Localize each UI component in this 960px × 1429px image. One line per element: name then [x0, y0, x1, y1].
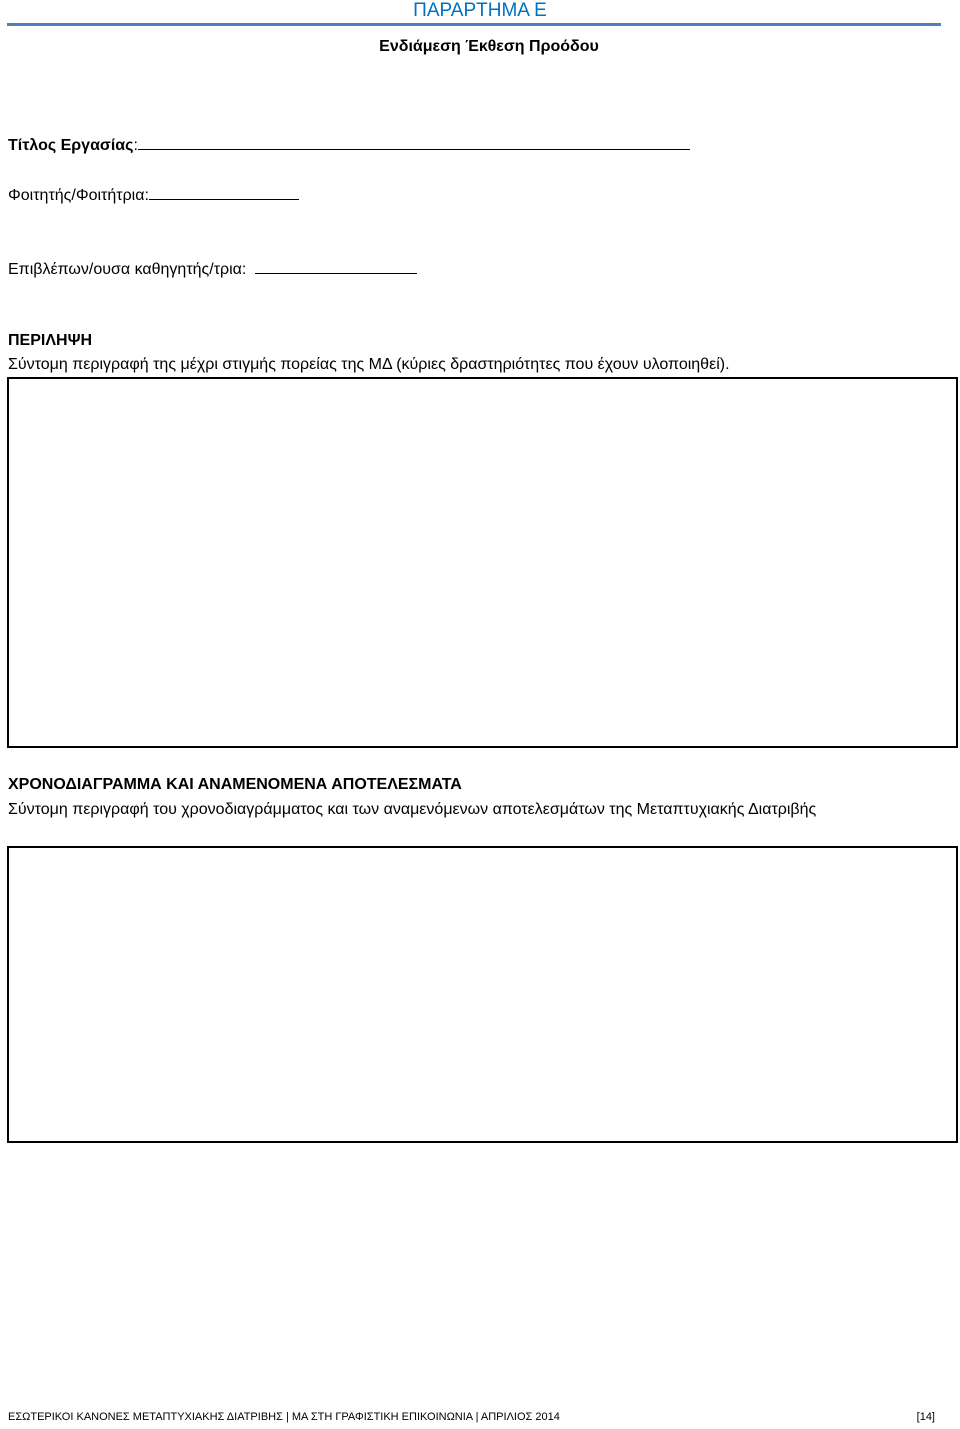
summary-text-box[interactable]: [7, 377, 958, 748]
supervisor-field: [8, 258, 417, 280]
student-blank-line[interactable]: [149, 184, 299, 200]
schedule-text-box[interactable]: [7, 846, 958, 1143]
summary-heading: ΠΕΡΙΛΗΨΗ: [8, 332, 93, 349]
page-number: [14]: [916, 1411, 935, 1423]
thesis-title-blank-line[interactable]: [138, 134, 690, 150]
supervisor-blank-line[interactable]: [255, 258, 417, 274]
footer-text: ΕΣΩΤΕΡΙΚΟΙ ΚΑΝΟΝΕΣ ΜΕΤΑΠΤΥΧΙΑΚΗΣ ΔΙΑΤΡΙΒΗΣ | ΜΑ ΣΤΗ ΓΡΑΦΙΣΤΙΚΗ ΕΠΙΚΟΙΝΩΝΙΑ | ΑΠΡΙΛΙΟΣ 2014: [8, 1411, 560, 1423]
thesis-title-label: Τίτλος Εργασίας: [8, 137, 134, 154]
appendix-title: ΠΑΡΑΡΤΗΜΑ Ε: [413, 0, 547, 21]
summary-description: Σύντομη περιγραφή της μέχρι στιγμής πορείας της ΜΔ (κύριες δραστηριότητες που έχουν υλοποιηθεί).: [8, 356, 730, 373]
student-field: [8, 184, 299, 206]
student-label: Φοιτητής/Φοιτήτρια:: [8, 187, 149, 204]
supervisor-label: Επιβλέπων/ουσα καθηγητής/τρια:: [8, 261, 247, 278]
report-title: Ενδιάμεση Έκθεση Προόδου: [379, 38, 599, 55]
thesis-title-field: [8, 134, 690, 156]
schedule-description: Σύντομη περιγραφή του χρονοδιαγράμματος και των αναμενόμενων αποτελεσμάτων της Μεταπτυχιακής Διατριβής: [8, 801, 817, 818]
header-divider: [7, 23, 941, 26]
schedule-heading: ΧΡΟΝΟΔΙΑΓΡΑΜΜΑ ΚΑΙ ΑΝΑΜΕΝΟΜΕΝΑ ΑΠΟΤΕΛΕΣΜΑΤΑ: [8, 776, 462, 793]
thesis-title-colon: :: [133, 137, 138, 154]
